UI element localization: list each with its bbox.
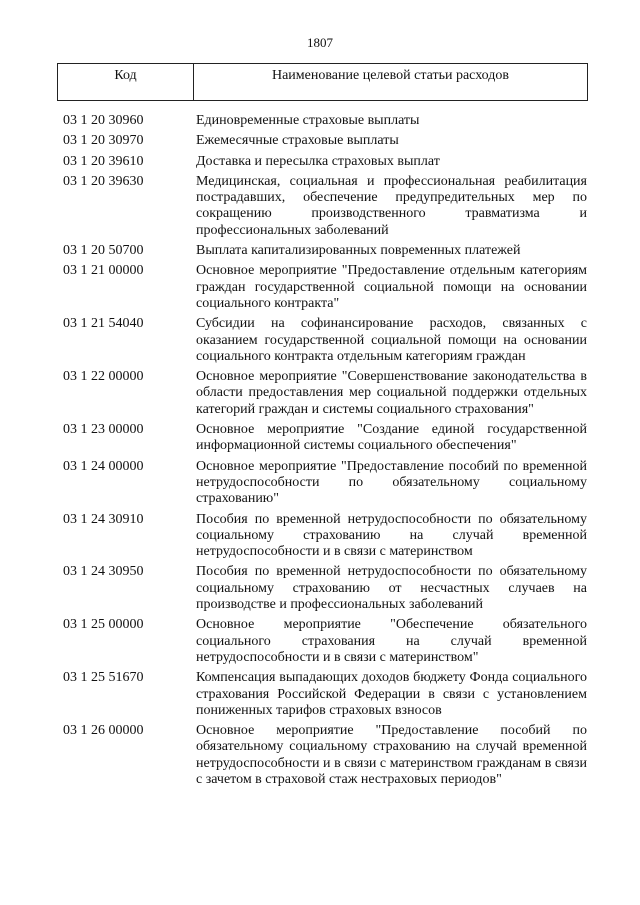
table-row: [63, 512, 587, 561]
row-code: 03 1 24 00000: [63, 458, 144, 474]
row-name: Доставка и пересылка страховых выплат: [196, 153, 440, 169]
table-row: [63, 723, 587, 788]
row-name: Пособия по временной нетрудоспособности по обязательному социальному страхованию от несчастных случаев на производстве и профессиональных заболеваний: [196, 564, 587, 613]
table-row: [63, 422, 587, 455]
row-name: Основное мероприятие "Совершенствование законодательства в области предоставления мер социальной поддержки отдельных категорий граждан и системы социального страхования": [196, 369, 587, 417]
row-code: 03 1 24 30950: [63, 564, 144, 580]
table-row: [63, 243, 587, 259]
row-name: Основное мероприятие "Предоставление пособий по временной нетрудоспособности по обязательному социальному страхованию": [196, 458, 587, 507]
row-code: 03 1 20 39630: [63, 173, 144, 189]
row-code: 03 1 24 30910: [63, 511, 144, 527]
row-code: 03 1 21 54040: [63, 316, 144, 332]
row-name: Основное мероприятие "Предоставление пособий по обязательному социальному страхованию на случай временной нетрудоспособности и в связи с материнством гражданам в связи с зачетом в страховой стаж нестраховых периодов": [196, 723, 587, 787]
table-row: [63, 263, 587, 312]
column-header-name: Наименование целевой статьи расходов: [271, 68, 510, 83]
row-name: Пособия по временной нетрудоспособности по обязательному социальному страхованию на случай временной нетрудоспособности и в связи с материнством: [196, 511, 587, 560]
row-name: Основное мероприятие "Создание единой государственной информационной системы социального обеспечения": [196, 422, 587, 454]
row-code: 03 1 25 51670: [63, 670, 144, 686]
column-header-code: Код: [58, 64, 194, 100]
row-name: Компенсация выпадающих доходов бюджету Фонда социального страхования Российской Федерации в связи с установлением пониженных тарифов страховых взносов: [196, 670, 587, 718]
row-name: Субсидии на софинансирование расходов, связанных с оказанием государственной социальной помощи на основании социального контракта отдельным категориям граждан: [196, 316, 587, 364]
table-row: [63, 670, 587, 719]
table-row: [63, 174, 587, 239]
table-row: [63, 316, 587, 365]
table-header: [57, 63, 588, 101]
row-name: Медицинская, социальная и профессиональная реабилитация пострадавших, обеспечение предупредительных мер по сокращению производственного травматизма и профессиональных заболеваний: [196, 173, 587, 238]
row-code: 03 1 20 30970: [63, 133, 144, 149]
table-row: [63, 113, 587, 129]
row-name: Основное мероприятие "Предоставление отдельным категориям граждан государственной социальной помощи на основании социального контракта": [196, 263, 587, 311]
row-code: 03 1 20 39610: [63, 153, 144, 169]
table-row: [63, 564, 587, 613]
row-code: 03 1 23 00000: [63, 422, 144, 438]
row-code: 03 1 20 50700: [63, 243, 144, 259]
row-code: 03 1 21 00000: [63, 263, 144, 279]
table-row: [63, 459, 587, 508]
row-name: Единовременные страховые выплаты: [196, 113, 420, 128]
table-row: [63, 154, 587, 170]
row-code: 03 1 22 00000: [63, 369, 144, 385]
row-code: 03 1 25 00000: [63, 617, 144, 633]
table-row: [63, 369, 587, 418]
table-row: [63, 133, 587, 149]
row-name: Выплата капитализированных повременных платежей: [196, 243, 521, 259]
row-code: 03 1 26 00000: [63, 723, 144, 739]
row-name: Ежемесячные страховые выплаты: [196, 133, 399, 149]
table-row: [63, 617, 587, 666]
page-number: 1807: [307, 35, 333, 50]
table-body: [63, 113, 587, 792]
row-code: 03 1 20 30960: [63, 113, 144, 128]
row-name: Основное мероприятие "Обеспечение обязательного социального страхования на случай временной нетрудоспособности и в связи с материнством": [196, 617, 587, 665]
